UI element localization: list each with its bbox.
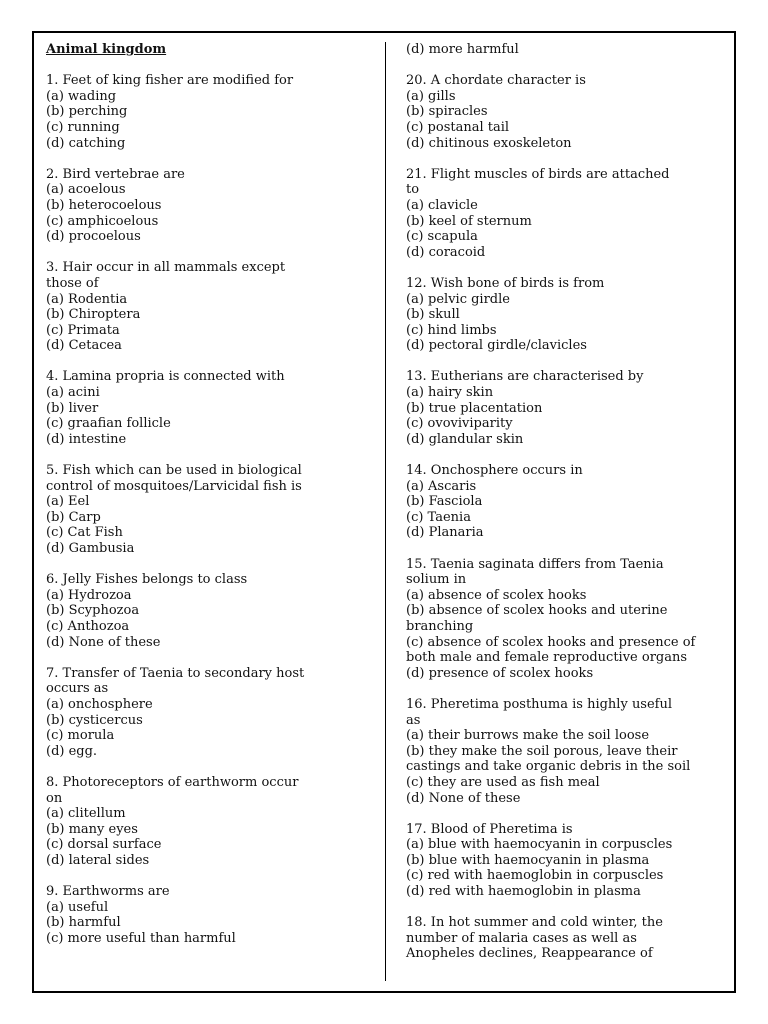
question-line: (d) lateral sides — [46, 852, 150, 868]
question-line: (d) presence of scolex hooks — [406, 665, 594, 681]
question-text: 5. Fish which can be used in biological — [46, 463, 302, 479]
question-line: (a) Hydrozoa — [46, 587, 132, 603]
question-text: 9. Earthworms are — [46, 884, 170, 900]
question-block — [46, 572, 376, 650]
question-line: (c) Cat Fish — [46, 525, 123, 541]
question-line: (b) spiracles — [406, 104, 488, 120]
question-text: 16. Pheretima posthuma is highly useful — [406, 696, 673, 712]
question-line: (a) wading — [46, 88, 117, 104]
question-block — [406, 42, 712, 58]
right-question-list — [406, 42, 712, 962]
question-line: (a) blue with haemocyanin in corpuscles — [406, 837, 673, 853]
question-line: (a) Eel — [46, 494, 90, 510]
question-line: (c) graafian follicle — [46, 416, 171, 432]
question-line: (d) catching — [46, 135, 126, 151]
question-block — [46, 167, 376, 245]
question-block — [46, 73, 376, 151]
question-line: control of mosquitoes/Larvicidal fish is — [46, 478, 302, 494]
question-line: (d) procoelous — [46, 229, 141, 245]
question-block — [406, 369, 712, 447]
question-line: (c) ovoviviparity — [406, 416, 513, 432]
question-line: (c) amphicoelous — [46, 213, 159, 229]
question-line: (d) None of these — [406, 790, 521, 806]
question-line: (d) Gambusia — [46, 541, 135, 556]
question-block — [406, 463, 712, 541]
question-line: (b) blue with haemocyanin in plasma — [406, 852, 650, 868]
question-line: (d) None of these — [46, 634, 161, 650]
question-line: (b) Carp — [46, 509, 101, 525]
question-text: 12. Wish bone of birds is from — [406, 275, 605, 291]
question-line: (c) Taenia — [406, 509, 471, 525]
question-text: 1. Feet of king fisher are modified for — [46, 73, 294, 89]
question-line: (d) coracoid — [406, 244, 486, 260]
question-text: 21. Flight muscles of birds are attached — [406, 166, 670, 182]
question-line: (c) Anthozoa — [46, 618, 130, 634]
question-block — [406, 557, 712, 682]
question-line: (b) Fasciola — [406, 494, 483, 510]
question-block — [46, 260, 376, 354]
right-column — [406, 42, 712, 978]
question-text: 18. In hot summer and cold winter, the — [406, 915, 663, 931]
question-line: (a) Rodentia — [46, 291, 128, 307]
left-question-list — [46, 73, 376, 946]
question-line: (b) cysticercus — [46, 712, 143, 728]
question-line: (b) skull — [406, 307, 460, 323]
question-line: (a) absence of scolex hooks — [406, 587, 587, 603]
question-line: (a) their burrows make the soil loose — [406, 728, 650, 744]
question-block — [46, 369, 376, 447]
question-text: 7. Transfer of Taenia to secondary host — [46, 665, 305, 681]
question-line: (b) liver — [46, 400, 99, 416]
question-line: (a) acini — [46, 385, 100, 401]
question-line: (a) acoelous — [46, 182, 126, 198]
page-heading: Animal kingdom — [46, 42, 167, 57]
question-line: (c) morula — [46, 728, 115, 744]
question-line: (c) dorsal surface — [46, 837, 162, 853]
column-divider — [385, 42, 386, 981]
question-line: solium in — [406, 572, 467, 588]
question-line: (c) red with haemoglobin in corpuscles — [406, 868, 664, 884]
question-line: (b) heterocoelous — [46, 197, 162, 213]
question-line: (b) Scyphozoa — [46, 603, 140, 619]
question-block — [46, 884, 376, 946]
question-line: (a) clitellum — [46, 806, 126, 822]
question-text: 14. Onchosphere occurs in — [406, 463, 583, 479]
question-text: 6. Jelly Fishes belongs to class — [46, 572, 248, 588]
question-line: (c) postanal tail — [406, 119, 510, 135]
question-line: (d) Planaria — [406, 525, 484, 541]
question-line: (b) absence of scolex hooks and uterine — [406, 603, 668, 619]
question-line: (d) more harmful — [406, 42, 519, 57]
question-line: (c) they are used as fish meal — [406, 774, 600, 790]
question-text: 4. Lamina propria is connected with — [46, 369, 285, 385]
question-line: (a) hairy skin — [406, 385, 494, 401]
question-line: (a) Ascaris — [406, 478, 477, 494]
question-line: (b) many eyes — [46, 821, 138, 837]
question-line: (d) intestine — [46, 431, 127, 447]
question-block — [406, 915, 712, 962]
question-line: (a) pelvic girdle — [406, 291, 510, 307]
question-line: occurs as — [46, 681, 109, 697]
question-line: (d) glandular skin — [406, 431, 524, 447]
question-line: (c) hind limbs — [406, 322, 497, 338]
question-block — [46, 666, 376, 760]
question-line: number of malaria cases as well as — [406, 930, 637, 946]
question-line: (b) they make the soil porous, leave their — [406, 743, 678, 759]
question-line: (c) Primata — [46, 322, 120, 338]
question-line: (d) egg. — [46, 743, 98, 759]
question-line: (a) clavicle — [406, 197, 478, 213]
question-line: castings and take organic debris in the soil — [406, 759, 691, 775]
question-block — [406, 276, 712, 354]
question-line: (d) red with haemoglobin in plasma — [406, 884, 641, 900]
question-line: (a) useful — [46, 899, 109, 915]
question-line: (a) onchosphere — [46, 696, 153, 712]
question-text: 3. Hair occur in all mammals except — [46, 260, 286, 276]
left-column — [46, 42, 376, 962]
question-line: (d) Cetacea — [46, 338, 122, 354]
question-line: those of — [46, 275, 99, 291]
question-line: (a) gills — [406, 88, 456, 104]
question-text: 13. Eutherians are characterised by — [406, 369, 644, 385]
question-line: (d) chitinous exoskeleton — [406, 135, 572, 151]
question-line: both male and female reproductive organs — [406, 650, 688, 666]
question-block — [46, 463, 376, 557]
question-text: 17. Blood of Pheretima is — [406, 821, 573, 837]
question-line: Anopheles declines, Reappearance of — [406, 946, 653, 962]
question-line: on — [46, 790, 63, 806]
question-text: 8. Photoreceptors of earthworm occur — [46, 774, 299, 790]
question-line: (b) Chiroptera — [46, 307, 141, 323]
question-text: 15. Taenia saginata differs from Taenia — [406, 556, 664, 572]
question-line: (c) absence of scolex hooks and presence of — [406, 634, 696, 650]
question-line: (c) running — [46, 119, 120, 135]
question-line: as — [406, 712, 421, 728]
question-block — [406, 167, 712, 261]
question-block — [406, 697, 712, 806]
question-line: (c) scapula — [406, 229, 478, 245]
question-text: 20. A chordate character is — [406, 73, 586, 89]
question-block — [406, 822, 712, 900]
question-line: to — [406, 182, 420, 198]
question-line: (b) harmful — [46, 915, 121, 931]
question-text: 2. Bird vertebrae are — [46, 166, 185, 182]
question-block — [406, 73, 712, 151]
question-line: (b) keel of sternum — [406, 213, 532, 229]
question-line: (c) more useful than harmful — [46, 930, 236, 946]
question-line: (b) true placentation — [406, 400, 543, 416]
question-line: branching — [406, 618, 474, 634]
question-block — [46, 775, 376, 869]
question-line: (b) perching — [46, 104, 128, 120]
question-line: (d) pectoral girdle/clavicles — [406, 338, 587, 354]
